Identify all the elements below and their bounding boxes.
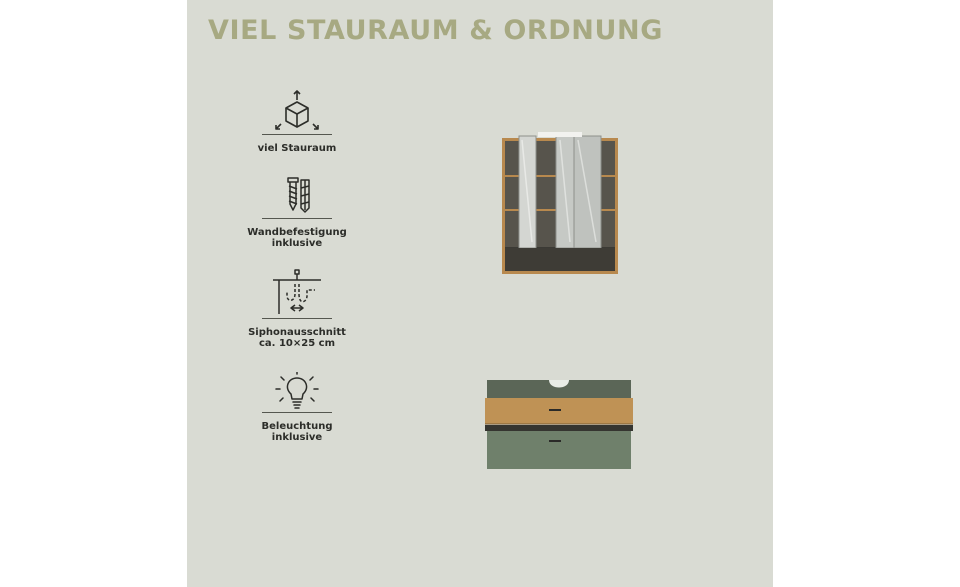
lightbulb-icon: [272, 372, 322, 412]
feature-label: Beleuchtung inklusive: [261, 421, 333, 443]
siphon-icon: [265, 268, 329, 318]
feature-label: Siphonausschnitt ca. 10×25 cm: [248, 327, 346, 349]
feature-panel: [187, 0, 773, 587]
feature-divider: [262, 134, 332, 135]
feature-wall-mounting: [242, 174, 352, 249]
screw-dowel-icon: [272, 174, 322, 218]
box-icon: [272, 88, 322, 134]
feature-label: Wandbefestigung inklusive: [247, 227, 347, 249]
feature-label: viel Stauraum: [257, 143, 337, 154]
feature-siphon-cutout: [242, 268, 352, 349]
feature-storage: [242, 88, 352, 154]
feature-lighting: [242, 372, 352, 443]
mirror-cabinet-image: [502, 132, 618, 277]
vanity-unit-image: [485, 378, 633, 473]
headline: VIEL STAURAUM & ORDNUNG: [208, 15, 663, 46]
feature-divider: [262, 412, 332, 413]
feature-divider: [262, 218, 332, 219]
feature-divider: [262, 318, 332, 319]
